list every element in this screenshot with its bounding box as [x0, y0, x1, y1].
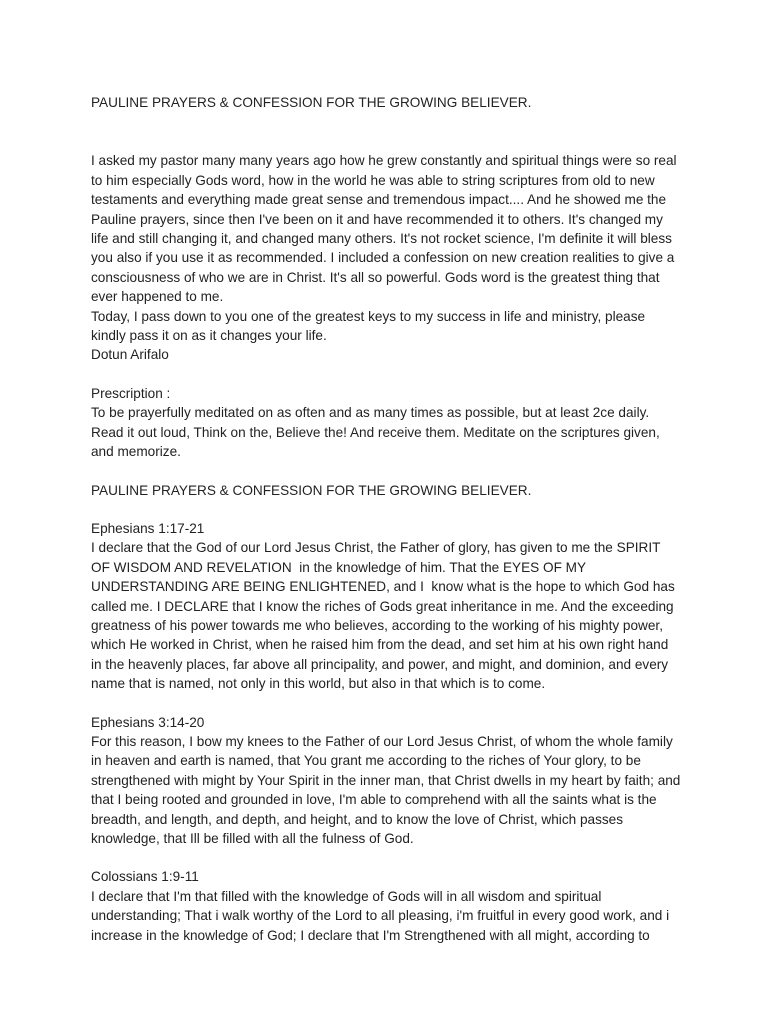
spacer [91, 112, 681, 151]
scripture-reference: Ephesians 3:14-20 [91, 714, 205, 730]
author-name: Dotun Arifalo [91, 347, 169, 363]
scripture-text: I declare that the God of our Lord Jesus Christ, the Father of glory, has given to me the SPIRIT OF WISDOM AND REVELATION in the knowledge of him. That the EYES OF MY UNDERSTANDING ARE BEING ENLIGHTENED, and I know what is the hope to which God has called me. I DECLARE that I know the riches of Gods great inheritance in me. And the exceeding greatness of his power towards me who believes, according to the working of his mighty power, which He worked in Christ, when he raised him from the dead, and set him at his own right hand in the heavenly places, far above all principality, and power, and might, and dominion, and every name that is named, not only in this world, but also in that which is to come. [91, 540, 679, 692]
intro-paragraph-2: Today, I pass down to you one of the greatest keys to my success in life and ministry, please kindly pass it on as it changes your life. [91, 308, 649, 344]
scripture-text: I declare that I'm that filled with the knowledge of Gods will in all wisdom and spiritual understanding; That i walk worthy of the Lord to all pleasing, i'm fruitful in every good work, and i increase in the knowledge of God; I declare that I'm Strengthened with all might, according to [91, 888, 673, 943]
spacer [91, 365, 681, 384]
prescription-text: To be prayerfully meditated on as often and as many times as possible, but at least 2ce daily. Read it out loud, Think on the, Believe the! And receive them. Meditate on the scriptures given, and memorize. [91, 405, 664, 460]
spacer [91, 848, 681, 867]
document-body [91, 93, 685, 945]
prescription-label: Prescription : [91, 385, 171, 401]
document-title: PAULINE PRAYERS & CONFESSION FOR THE GROWING BELIEVER. [91, 95, 532, 110]
intro-paragraph: I asked my pastor many many years ago how he grew constantly and spiritual things were so real to him especially Gods word, how in the world he was able to string scriptures from old to new testaments and everything made great sense and tremendous impact.... And he showed me the Pauline prayers, since then I've been on it and have recommended it to others. It's changed my life and still changing it, and changed many others. It's not rocket science, I'm definite it will bless you also if you use it as recommended. I included a confession on new creation realities to give a consciousness of who we are in Christ. It's all so powerful. Gods word is the greatest thing that ever happened to me. [91, 153, 681, 305]
spacer [91, 462, 681, 481]
scripture-reference: Colossians 1:9-11 [91, 869, 199, 885]
section-title: PAULINE PRAYERS & CONFESSION FOR THE GROWING BELIEVER. [91, 482, 532, 498]
scripture-text: For this reason, I bow my knees to the Father of our Lord Jesus Christ, of whom the whole family in heaven and earth is named, that You grant me according to the riches of Your glory, to be strengthened with might by Your Spirit in the inner man, that Christ dwells in my heart by faith; and that I being rooted and grounded in love, I'm able to comprehend with all the saints what is the breadth, and length, and depth, and height, and to know the love of Christ, which passes knowledge, that Ill be filled with all the fulness of God. [91, 733, 685, 846]
spacer [91, 694, 681, 713]
scripture-reference: Ephesians 1:17-21 [91, 520, 205, 536]
spacer [91, 500, 681, 519]
